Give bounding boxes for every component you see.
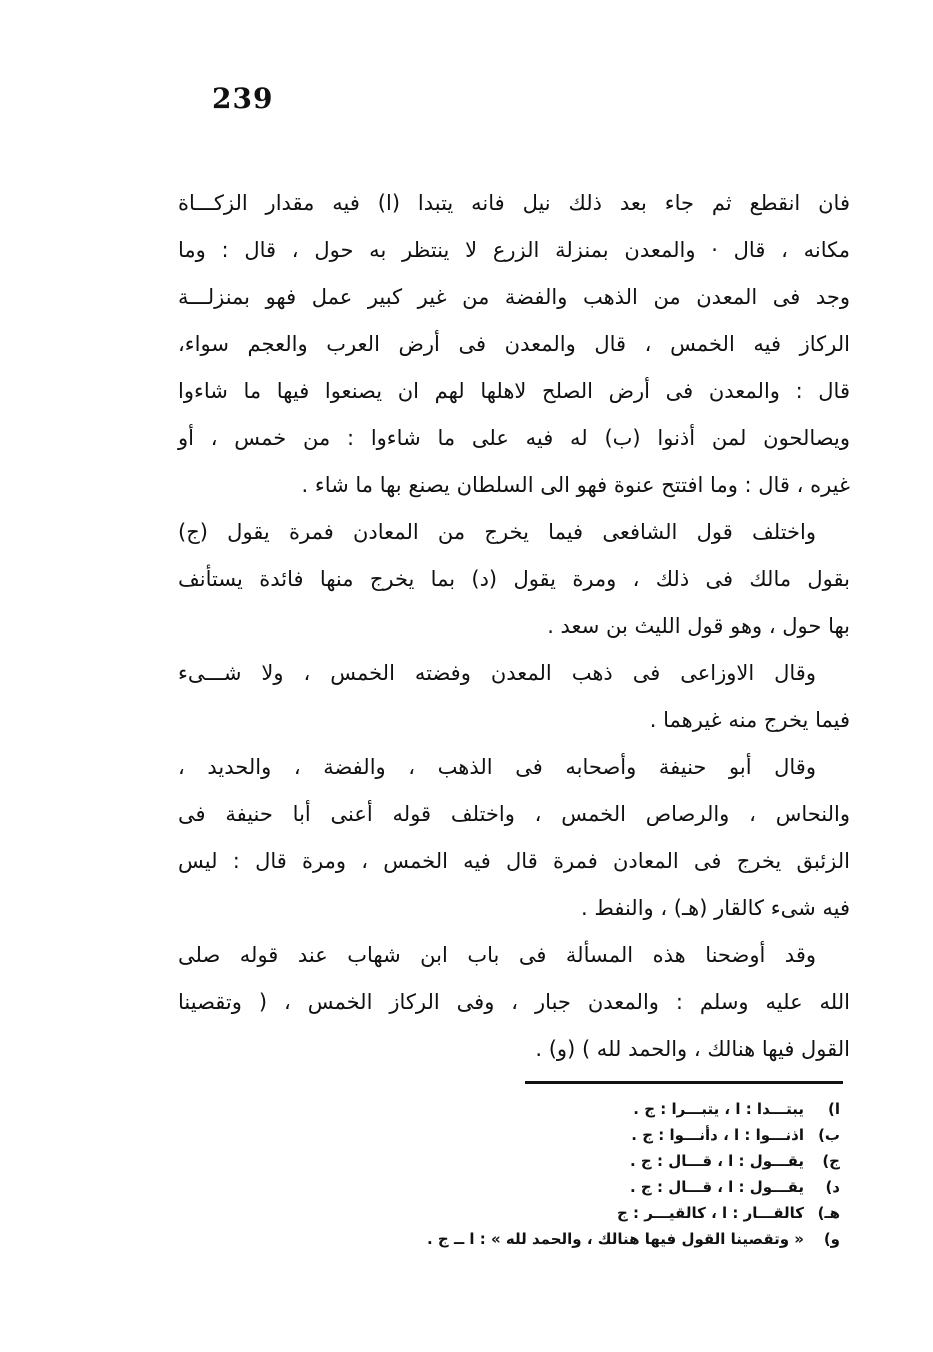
text-line: وقال الاوزاعى فى ذهب المعدن وفضته الخمس ، ولا شـــىء — [178, 661, 816, 685]
footnote-text: يقـــول : ا ، قـــال : ج . — [630, 1152, 804, 1170]
footnote-text: اذنـــوا : ا ، دأنـــوا : ج . — [631, 1126, 804, 1144]
text-line: وقال أبو حنيفة وأصحابه فى الذهب ، والفضة ، والحديد ، — [178, 755, 816, 779]
main-text — [178, 180, 850, 1073]
footnote — [280, 1148, 840, 1174]
footnotes — [280, 1096, 840, 1252]
text-line: قال : والمعدن فى أرض الصلح لاهلها لهم ان يصنعوا فيها ما شاءوا — [178, 379, 850, 403]
text-line: فيما يخرج منه غيرهما . — [649, 708, 850, 732]
footnote-marker: ج) — [822, 1152, 840, 1170]
footnote — [280, 1200, 840, 1226]
footnote-marker: هـ) — [817, 1204, 840, 1222]
footnote-text: يبتـــدا : ا ، يتبـــرا : ج . — [633, 1100, 804, 1118]
text-line: الركاز فيه الخمس ، قال والمعدن فى أرض العرب والعجم سواء، — [178, 332, 850, 356]
text-line: القول فيها هنالك ، والحمد لله ) (و) . — [535, 1037, 850, 1061]
text-line: بقول مالك فى ذلك ، ومرة يقول (د) بما يخرج منها فائدة يستأنف — [178, 567, 850, 591]
footnote-text: يقـــول : ا ، قـــال : ج . — [630, 1178, 804, 1196]
footnote-text: « وتقصينا القول فيها هنالك ، والحمد لله » : ا ــ ج . — [427, 1230, 804, 1248]
footnote-text: كالقـــار : ا ، كالقيـــر : ج — [616, 1204, 804, 1222]
text-line: فيه شىء كالقار (هـ) ، والنفط . — [581, 896, 850, 920]
footnote-marker: د) — [825, 1178, 840, 1196]
footnote — [280, 1226, 840, 1252]
text-line: وجد فى المعدن من الذهب والفضة من غير كبير عمل فهو بمنزلـــة — [178, 285, 850, 309]
footnote — [280, 1122, 840, 1148]
text-line: غيره ، قال : وما افتتح عنوة فهو الى السلطان يصنع بها ما شاء . — [301, 473, 850, 497]
text-line: فان انقطع ثم جاء بعد ذلك نيل فانه يتبدا (ا) فيه مقدار الزكـــاة — [178, 191, 850, 215]
text-line: بها حول ، وهو قول الليث بن سعد . — [547, 614, 850, 638]
paragraph-1 — [178, 180, 850, 509]
text-line: الله عليه وسلم : والمعدن جبار ، وفى الركاز الخمس ، ( وتقصينا — [178, 990, 850, 1014]
footnote-marker: ب) — [818, 1126, 840, 1144]
paragraph-3 — [178, 650, 850, 744]
text-line: وقد أوضحنا هذه المسألة فى باب ابن شهاب عند قوله صلى — [178, 943, 816, 967]
footnote — [280, 1096, 840, 1122]
text-line: ويصالحون لمن أذنوا (ب) له فيه على ما شاءوا : من خمس ، أو — [178, 426, 850, 450]
footnote-marker: و) — [823, 1230, 840, 1248]
text-line: واختلف قول الشافعى فيما يخرج من المعادن فمرة يقول (ج) — [178, 520, 816, 544]
footnote — [280, 1174, 840, 1200]
text-line: مكانه ، قال · والمعدن بمنزلة الزرع لا ينتظر به حول ، قال : وما — [178, 238, 850, 262]
footnote-marker: ا) — [828, 1100, 840, 1118]
text-line: الزئبق يخرج فى المعادن فمرة قال فيه الخمس ، ومرة قال : ليس — [178, 849, 850, 873]
paragraph-4 — [178, 744, 850, 932]
page-number: 239 — [212, 82, 274, 115]
paragraph-2 — [178, 509, 850, 650]
text-line: والنحاس ، والرصاص الخمس ، واختلف قوله أعنى أبا حنيفة فى — [178, 802, 850, 826]
footnote-divider — [525, 1081, 843, 1084]
paragraph-5 — [178, 932, 850, 1073]
